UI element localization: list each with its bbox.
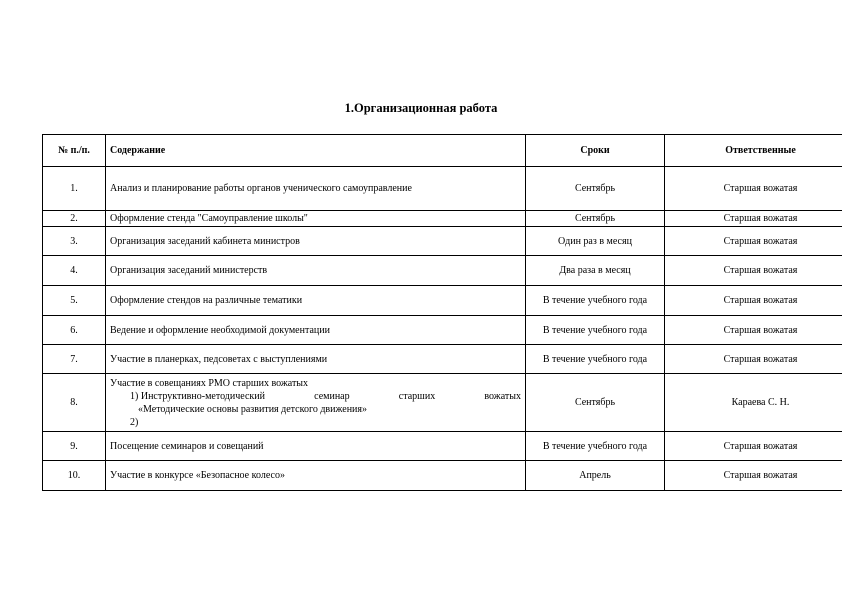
row-num: 1.	[43, 167, 106, 211]
row-term: Два раза в месяц	[526, 256, 665, 286]
sub-item-word: старших	[398, 390, 436, 402]
row-content: Организация заседаний кабинета министров	[106, 227, 526, 256]
row-responsible: Старшая вожатая	[665, 461, 842, 491]
sub-item-1-line2: «Методические основы развития детского движения»	[138, 403, 367, 415]
table-row	[43, 316, 842, 345]
row-num: 6.	[43, 316, 106, 345]
sub-item-word: Инструктивно-методический	[140, 390, 265, 402]
row-responsible: Старшая вожатая	[665, 227, 842, 256]
table-row	[43, 256, 842, 286]
row-content: Участие в конкурсе «Безопасное колесо»	[106, 461, 526, 491]
row-responsible: Старшая вожатая	[665, 211, 842, 227]
row-content: Посещение семинаров и совещаний	[106, 432, 526, 461]
row-content: Организация заседаний министерств	[106, 256, 526, 286]
table-row	[43, 432, 842, 461]
row-num: 9.	[43, 432, 106, 461]
sub-item-word: семинар	[314, 390, 350, 402]
row-content-block	[106, 374, 526, 432]
row-content: Участие в планерках, педсоветах с выступлениями	[106, 345, 526, 374]
table-row	[43, 461, 842, 491]
row-responsible: Старшая вожатая	[665, 167, 842, 211]
row-num: 3.	[43, 227, 106, 256]
row-term: В течение учебного года	[526, 316, 665, 345]
row-content: Оформление стенда "Самоуправление школы"	[106, 211, 526, 227]
table-row	[43, 374, 842, 432]
row-num: 2.	[43, 211, 106, 227]
sub-item-1	[110, 390, 521, 403]
header-content: Содержание	[106, 135, 526, 167]
row-responsible: Старшая вожатая	[665, 316, 842, 345]
table-row	[43, 211, 842, 227]
row-term: Сентябрь	[526, 374, 665, 432]
row-num: 5.	[43, 286, 106, 316]
work-plan-table	[42, 134, 842, 491]
header-responsible: Ответственные	[665, 135, 842, 167]
row-num: 4.	[43, 256, 106, 286]
table-row	[43, 286, 842, 316]
row-term: Сентябрь	[526, 167, 665, 211]
row-content: Оформление стендов на различные тематики	[106, 286, 526, 316]
row-term: В течение учебного года	[526, 432, 665, 461]
table-row	[43, 227, 842, 256]
row-content: Анализ и планирование работы органов ученического самоуправление	[106, 167, 526, 211]
table-header-row	[43, 135, 842, 167]
row-num: 7.	[43, 345, 106, 374]
sub-item-1-text	[130, 390, 265, 403]
row-responsible: Караева С. Н.	[665, 374, 842, 432]
row-content: Участие в совещаниях РМО старших вожатых	[110, 377, 309, 389]
table-row	[43, 345, 842, 374]
sub-item-number: 1)	[130, 390, 139, 402]
row-num: 8.	[43, 374, 106, 432]
row-term: Один раз в месяц	[526, 227, 665, 256]
row-term: Апрель	[526, 461, 665, 491]
page-title: 1.Организационная работа	[344, 101, 498, 115]
header-term: Сроки	[526, 135, 665, 167]
row-responsible: Старшая вожатая	[665, 345, 842, 374]
row-responsible: Старшая вожатая	[665, 286, 842, 316]
row-term: В течение учебного года	[526, 286, 665, 316]
row-responsible: Старшая вожатая	[665, 256, 842, 286]
row-content: Ведение и оформление необходимой документации	[106, 316, 526, 345]
row-responsible: Старшая вожатая	[665, 432, 842, 461]
row-num: 10.	[43, 461, 106, 491]
header-num: № п./п.	[43, 135, 106, 167]
sub-item-word: вожатых	[484, 390, 521, 402]
row-term: В течение учебного года	[526, 345, 665, 374]
sub-item-2: 2)	[130, 416, 139, 428]
table-row	[43, 167, 842, 211]
row-term: Сентябрь	[526, 211, 665, 227]
